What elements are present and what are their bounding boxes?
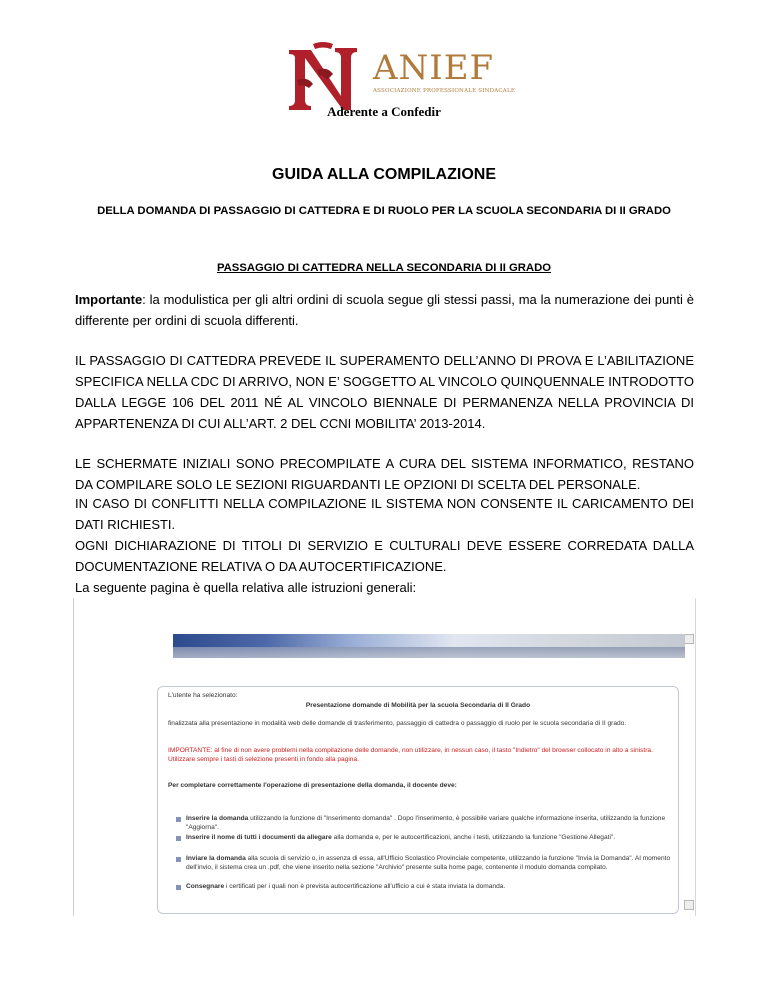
list-item — [176, 883, 676, 892]
screenshot-scrollbar — [695, 598, 696, 916]
list-item-text: utilizzando la funzione di "Inserimento domanda" . Dopo l'inserimento, è possibile variare qualche informazione inserita, utilizzando la funzione "Aggiorna". — [186, 815, 666, 831]
aderente-label: Aderente a Confedir — [327, 104, 441, 119]
paragraph-importante — [75, 289, 694, 331]
list-item — [176, 834, 676, 843]
screenshot-left-border — [73, 598, 74, 916]
section-heading: PASSAGGIO DI CATTEDRA NELLA SECONDARIA DI II GRADO — [216, 262, 552, 274]
list-item-bold: Inserire il nome di tutti i documenti da allegare — [186, 834, 332, 841]
paragraph-dichiarazione: OGNI DICHIARAZIONE DI TITOLI DI SERVIZIO E CULTURALI DEVE ESSERE CORREDATA DALLA DOCUMENTAZIONE RELATIVA O DA AUTOCERTIFICAZIONE. — [75, 538, 694, 574]
importante-label: Importante — [75, 292, 143, 307]
list-item-text: i certificati per i quali non è prevista autocertificazione all'ufficio a cui è stata inviata la domanda. — [224, 883, 506, 890]
logo-brand: ANIEF — [373, 48, 495, 88]
list-item — [176, 815, 676, 832]
list-item-bold: Inserire la domanda — [186, 815, 249, 822]
selected-label: L'utente ha selezionato: — [168, 692, 238, 699]
importante-text: : la modulistica per gli altri ordini di scuola segue gli stessi passi, ma la numerazione dei punti è differente per ordini di scuola differenti. — [75, 292, 694, 328]
list-item-bold: Consegnare — [186, 883, 225, 890]
screenshot-header-strip — [173, 647, 685, 658]
list-item — [176, 855, 676, 872]
scroll-up-icon — [684, 634, 694, 644]
panel-finalizzata: finalizzata alla presentazione in modalità web delle domande di trasferimento, passaggio di cattedra o passaggio di ruolo per le scuola secondaria di II grado. — [168, 720, 627, 727]
panel-heading: Presentazione domande di Mobilità per la scuola Secondaria di II Grado — [305, 702, 531, 709]
paragraph-schermate: LE SCHERMATE INIZIALI SONO PRECOMPILATE A CURA DEL SISTEMA INFORMATICO, RESTANO DA COMPILARE SOLO LE SEZIONI RIGUARDANTI LE OPZIONI DI SCELTA DEL PERSONALE. — [75, 456, 694, 492]
paragraph-seguente: La seguente pagina è quella relativa alle istruzioni generali: — [75, 580, 417, 595]
instructions-panel — [157, 686, 679, 914]
list-item-text: alla scuola di servizio o, in assenza di essa, all'Ufficio Scolastico Provinciale competente, utilizzando la funzione "Invia la Domanda". Al momento dell'invio, il sistema crea un .pdf, che viene inserito nella sezione "Archivio" presente sulla home page, contenente il modulo domanda compilato. — [186, 855, 671, 871]
list-item-text: alla domanda e, per le autocertificazioni, anche i testi, utilizzando la funzione "Gestione Allegati". — [331, 834, 616, 841]
embedded-screenshot — [73, 598, 696, 916]
paragraph-passaggio: IL PASSAGGIO DI CATTEDRA PREVEDE IL SUPERAMENTO DELL’ANNO DI PROVA E L’ABILITAZIONE SPECIFICA NELLA CDC DI ARRIVO, NON E’ SOGGETTO AL VINCOLO QUINQUENNALE INTRODOTTO DALLA LEGGE 106 DEL 2011 NÉ AL VINCOLO BIENNALE DI PERMANENZA NELLA PROVINCIA DI APPARTENENZA DI CUI ALL’ART. 2 DEL CCNI MOBILITA’ 2013-2014. — [75, 353, 694, 431]
document-title: GUIDA ALLA COMPILAZIONE — [272, 166, 496, 183]
list-item-bold: Inviare la domanda — [186, 855, 246, 862]
scroll-down-icon — [684, 900, 694, 910]
panel-warning: IMPORTANTE: al fine di non avere problemi nella compilazione delle domande, non utilizzare, in nessun caso, il tasto "Indietro" del browser collocato in alto a sinistra. Utilizzare sempre i tasti di selezione presenti in fondo alla pagina. — [168, 747, 653, 763]
document-subtitle: DELLA DOMANDA DI PASSAGGIO DI CATTEDRA E DI RUOLO PER LA SCUOLA SECONDARIA DI II GRADO — [97, 205, 671, 217]
panel-per-completare: Per completare correttamente l'operazione di presentazione della domanda, il docente deve: — [168, 782, 457, 789]
paragraph-conflitti: IN CASO DI CONFLITTI NELLA COMPILAZIONE IL SISTEMA NON CONSENTE IL CARICAMENTO DEI DATI RICHIESTI. — [75, 496, 694, 532]
logo-tagline: ASSOCIAZIONE PROFESSIONALE SINDACALE — [373, 88, 516, 94]
